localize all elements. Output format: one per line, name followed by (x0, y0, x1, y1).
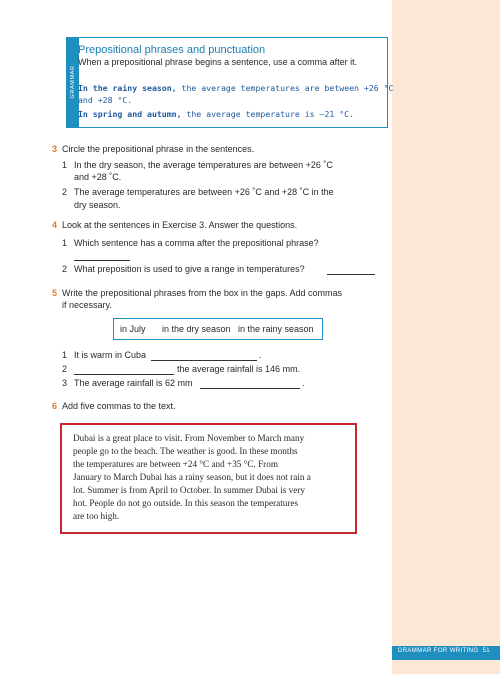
item-number: 3 (62, 378, 68, 388)
item-text: . (302, 378, 305, 388)
grammar-tab-label: GRAMMAR (70, 65, 76, 99)
text-line: the temperatures are between +24 °C and +35 °C. From (73, 459, 278, 469)
text-line: January to March Dubai has a rainy season, but it does not rain a (73, 472, 311, 482)
exercise-instruction: Circle the prepositional phrase in the sentences. (62, 144, 255, 154)
item-text: dry season. (74, 200, 121, 210)
exercise-number: 5 (52, 288, 58, 298)
item-text: and +28 ˚C. (74, 172, 122, 182)
grammar-title: Prepositional phrases and punctuation (78, 44, 266, 56)
footer-bar (392, 646, 500, 660)
item-text: It is warm in Cuba (74, 350, 147, 360)
exercise-instruction: Add five commas to the text. (62, 401, 176, 411)
grammar-box (66, 37, 394, 128)
item-text: the average rainfall is 146 mm. (177, 364, 301, 374)
grammar-example (78, 94, 132, 106)
example-phrase: In the rainy season, (78, 83, 177, 93)
example-rest: and +28 °C. (78, 95, 133, 105)
side-strip (392, 0, 500, 674)
answer-blank[interactable] (327, 273, 375, 275)
text-line: Dubai is a great place to visit. From November to March many (73, 433, 305, 443)
exercise-instruction: if necessary. (62, 300, 112, 310)
item-text: The average temperatures are between +26 ˚C and +28 ˚C in the (74, 187, 334, 197)
item-text: The average rainfall is 62 mm (74, 378, 193, 388)
exercise-number: 4 (52, 220, 58, 230)
footer-text (398, 648, 490, 654)
answer-blank[interactable] (74, 259, 130, 261)
text-line: hot. People do not go outside. In this season the temperatures (73, 498, 299, 508)
text-line: are too high. (73, 511, 120, 521)
answer-blank[interactable] (200, 387, 300, 389)
page-number: 51 (482, 648, 490, 654)
item-number: 2 (62, 364, 68, 374)
exercise-instruction: Write the prepositional phrases from the box in the gaps. Add commas (62, 288, 342, 298)
item-text: . (259, 350, 262, 360)
exercise-instruction: Look at the sentences in Exercise 3. Answer the questions. (62, 220, 298, 230)
example-rest: the average temperatures are between +26 °C (176, 83, 394, 93)
item-number: 1 (62, 238, 68, 248)
item-text: What preposition is used to give a range in temperatures? (74, 264, 305, 274)
word-box-item: in the rainy season (238, 324, 314, 334)
item-text: In the dry season, the average temperatures are between +26 ˚C (74, 160, 333, 170)
item-number: 1 (62, 160, 68, 170)
answer-blank[interactable] (74, 373, 174, 375)
grammar-example (78, 82, 393, 94)
grammar-rule: When a prepositional phrase begins a sentence, use a comma after it. (78, 57, 358, 67)
footer-label: GRAMMAR FOR WRITING (397, 648, 479, 654)
item-number: 1 (62, 350, 68, 360)
exercise-number: 3 (52, 144, 58, 154)
word-box-item: in July (120, 324, 146, 334)
item-text: Which sentence has a comma after the prepositional phrase? (74, 238, 319, 248)
word-box (113, 318, 323, 340)
item-number: 2 (62, 187, 68, 197)
grammar-example (78, 108, 354, 120)
exercise-number: 6 (52, 401, 58, 411)
example-rest: the average temperature is –21 °C. (181, 109, 355, 119)
word-box-item: in the dry season (162, 324, 231, 334)
item-number: 2 (62, 264, 68, 274)
answer-blank[interactable] (151, 359, 257, 361)
text-line: people go to the beach. The weather is good. In these months (73, 446, 298, 456)
text-line: lot. Summer is from April to October. In summer Dubai is very (73, 485, 305, 495)
dubai-text-box (60, 423, 357, 534)
example-phrase: In spring and autumn, (78, 109, 182, 119)
